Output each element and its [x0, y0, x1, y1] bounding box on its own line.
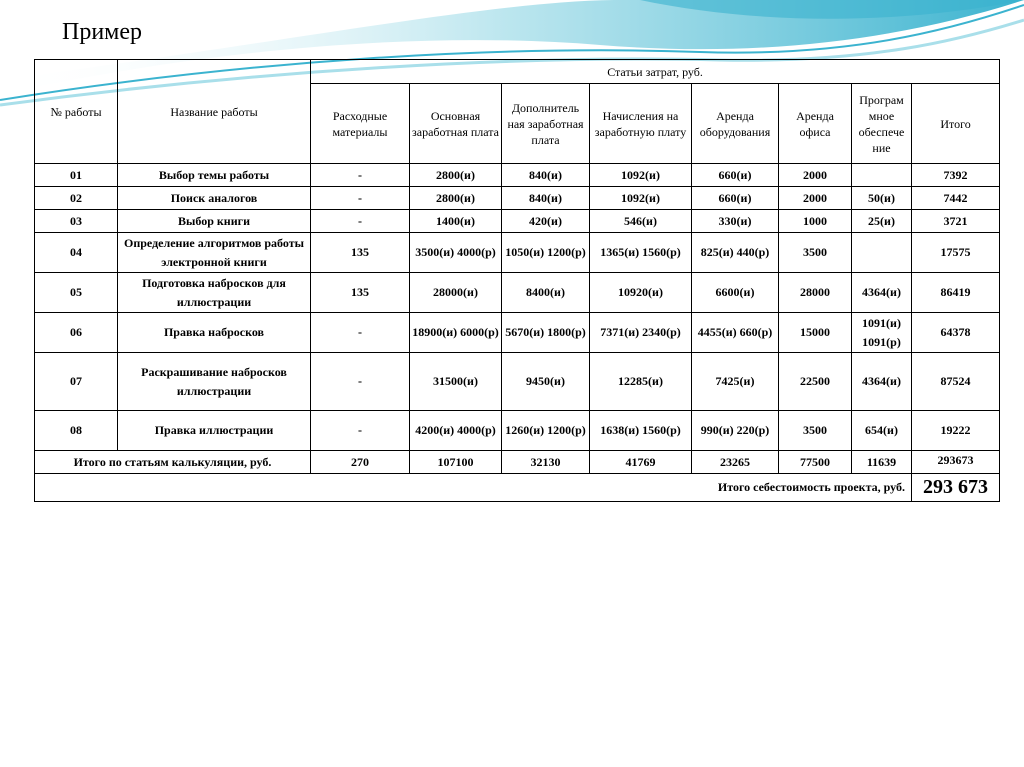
- grand-total-value: 293 673: [912, 474, 1000, 502]
- cell-num: 03: [35, 210, 118, 233]
- header-col-materials: Расходные материалы: [311, 84, 410, 164]
- cell-name: Поиск аналогов: [118, 187, 311, 210]
- cell-equipment: 330(и): [692, 210, 779, 233]
- header-num: № работы: [35, 60, 118, 164]
- cell-equipment: 825(и) 440(р): [692, 233, 779, 273]
- cell-salary: 2800(и): [410, 164, 502, 187]
- cell-total: 19222: [912, 411, 1000, 451]
- totals-salary: 107100: [410, 451, 502, 474]
- cell-software: [852, 233, 912, 273]
- cell-name: Выбор темы работы: [118, 164, 311, 187]
- cell-num: 04: [35, 233, 118, 273]
- table-row: [35, 233, 1000, 273]
- cell-accrual: 546(и): [590, 210, 692, 233]
- cell-equipment: 6600(и): [692, 273, 779, 313]
- totals-materials: 270: [311, 451, 410, 474]
- totals-equipment: 23265: [692, 451, 779, 474]
- cell-materials: -: [311, 313, 410, 353]
- table-row: [35, 353, 1000, 411]
- cell-software: 25(и): [852, 210, 912, 233]
- header-name: Название работы: [118, 60, 311, 164]
- grand-total-label: Итого себестоимость проекта, руб.: [35, 474, 912, 502]
- cell-salary: 4200(и) 4000(р): [410, 411, 502, 451]
- header-col-equipment: Аренда оборудования: [692, 84, 779, 164]
- cell-accrual: 1092(и): [590, 187, 692, 210]
- cell-num: 08: [35, 411, 118, 451]
- cell-num: 02: [35, 187, 118, 210]
- table-row: [35, 187, 1000, 210]
- cell-accrual: 10920(и): [590, 273, 692, 313]
- cell-software: [852, 164, 912, 187]
- cell-num: 05: [35, 273, 118, 313]
- header-col-salary: Основная заработная плата: [410, 84, 502, 164]
- cell-extra: 840(и): [502, 187, 590, 210]
- header-col-total: Итого: [912, 84, 1000, 164]
- cell-total: 7442: [912, 187, 1000, 210]
- cell-equipment: 4455(и) 660(р): [692, 313, 779, 353]
- cell-materials: -: [311, 353, 410, 411]
- totals-office: 77500: [779, 451, 852, 474]
- totals-label: Итого по статьям калькуляции, руб.: [35, 451, 311, 474]
- cell-name: Правка набросков: [118, 313, 311, 353]
- cell-salary: 2800(и): [410, 187, 502, 210]
- cell-equipment: 660(и): [692, 187, 779, 210]
- cell-materials: -: [311, 210, 410, 233]
- totals-total: 293673: [912, 451, 1000, 474]
- cell-extra: 840(и): [502, 164, 590, 187]
- cell-name: Выбор книги: [118, 210, 311, 233]
- cell-equipment: 660(и): [692, 164, 779, 187]
- cell-equipment: 990(и) 220(р): [692, 411, 779, 451]
- cell-total: 17575: [912, 233, 1000, 273]
- cell-accrual: 12285(и): [590, 353, 692, 411]
- totals-software: 11639: [852, 451, 912, 474]
- table-row: [35, 273, 1000, 313]
- cell-software: 4364(и): [852, 353, 912, 411]
- cell-salary: 1400(и): [410, 210, 502, 233]
- table-row: [35, 210, 1000, 233]
- cell-extra: 9450(и): [502, 353, 590, 411]
- cell-extra: 8400(и): [502, 273, 590, 313]
- cell-materials: -: [311, 187, 410, 210]
- cell-office: 2000: [779, 164, 852, 187]
- cell-total: 64378: [912, 313, 1000, 353]
- cell-office: 3500: [779, 411, 852, 451]
- cell-total: 3721: [912, 210, 1000, 233]
- cell-num: 01: [35, 164, 118, 187]
- cell-office: 1000: [779, 210, 852, 233]
- totals-extra: 32130: [502, 451, 590, 474]
- cell-office: 2000: [779, 187, 852, 210]
- header-col-extra: Дополнитель ная заработная плата: [502, 84, 590, 164]
- cell-total: 7392: [912, 164, 1000, 187]
- table-row: [35, 313, 1000, 353]
- cell-office: 3500: [779, 233, 852, 273]
- header-col-software: Програм мное обеспече ние: [852, 84, 912, 164]
- cell-software: 4364(и): [852, 273, 912, 313]
- cell-num: 07: [35, 353, 118, 411]
- cell-accrual: 1365(и) 1560(р): [590, 233, 692, 273]
- cell-office: 15000: [779, 313, 852, 353]
- cell-materials: 135: [311, 273, 410, 313]
- cost-table: [34, 59, 1000, 502]
- cell-equipment: 7425(и): [692, 353, 779, 411]
- cell-materials: 135: [311, 233, 410, 273]
- cell-materials: -: [311, 164, 410, 187]
- table-row: [35, 164, 1000, 187]
- cell-extra: 5670(и) 1800(р): [502, 313, 590, 353]
- cell-name: Определение алгоритмов работы электронной книги: [118, 233, 311, 273]
- cell-salary: 31500(и): [410, 353, 502, 411]
- cell-materials: -: [311, 411, 410, 451]
- cell-office: 28000: [779, 273, 852, 313]
- cell-office: 22500: [779, 353, 852, 411]
- cell-salary: 3500(и) 4000(р): [410, 233, 502, 273]
- header-col-office: Аренда офиса: [779, 84, 852, 164]
- cell-extra: 420(и): [502, 210, 590, 233]
- cell-extra: 1260(и) 1200(р): [502, 411, 590, 451]
- cell-total: 87524: [912, 353, 1000, 411]
- cell-num: 06: [35, 313, 118, 353]
- cell-name: Правка иллюстрации: [118, 411, 311, 451]
- totals-accrual: 41769: [590, 451, 692, 474]
- cell-software: 654(и): [852, 411, 912, 451]
- cell-accrual: 1638(и) 1560(р): [590, 411, 692, 451]
- cell-salary: 18900(и) 6000(р): [410, 313, 502, 353]
- cell-salary: 28000(и): [410, 273, 502, 313]
- cell-software: 50(и): [852, 187, 912, 210]
- header-group: Статьи затрат, руб.: [311, 60, 1000, 84]
- cell-accrual: 1092(и): [590, 164, 692, 187]
- cell-extra: 1050(и) 1200(р): [502, 233, 590, 273]
- cell-name: Раскрашивание набросков иллюстрации: [118, 353, 311, 411]
- cell-total: 86419: [912, 273, 1000, 313]
- header-col-accrual: Начисления на заработную плату: [590, 84, 692, 164]
- cell-accrual: 7371(и) 2340(р): [590, 313, 692, 353]
- cell-name: Подготовка набросков для иллюстрации: [118, 273, 311, 313]
- slide-title: Пример: [62, 19, 143, 45]
- cell-software: 1091(и) 1091(р): [852, 313, 912, 353]
- table-row: [35, 411, 1000, 451]
